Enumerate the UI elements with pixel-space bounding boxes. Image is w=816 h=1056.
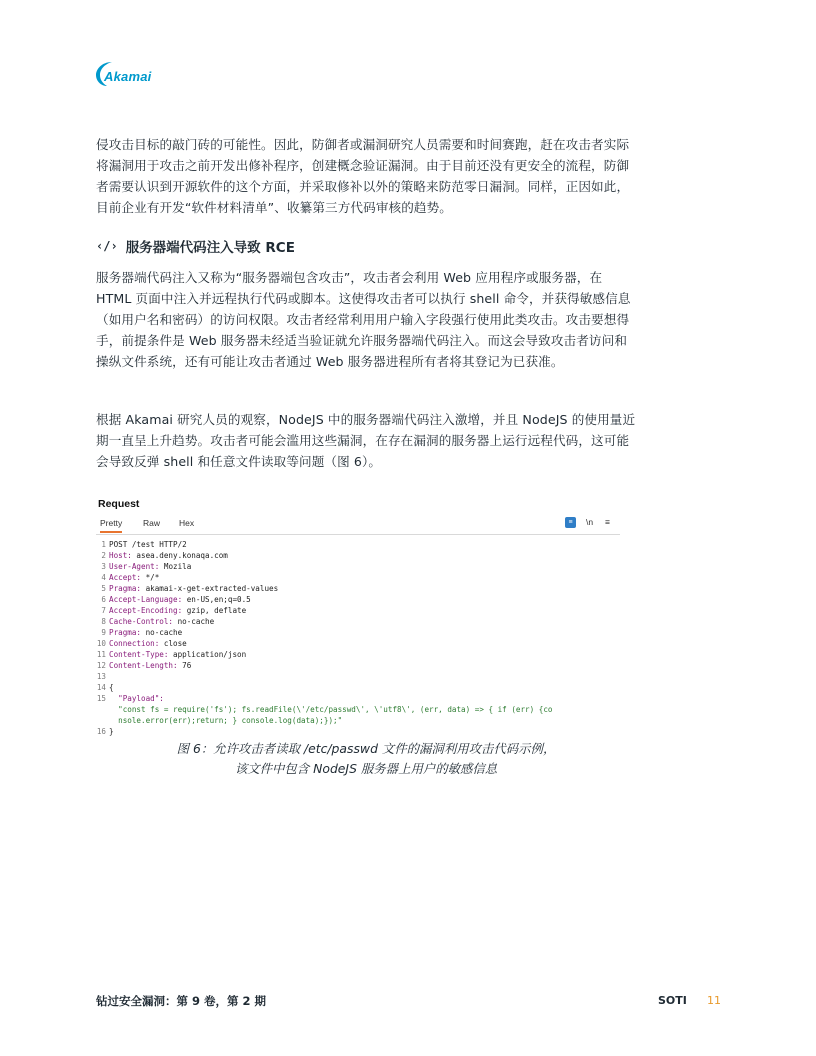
tab-hex[interactable]: Hex: [179, 518, 195, 528]
http-request-figure: [96, 498, 620, 737]
paragraph-1: 侵攻击目标的敲门砖的可能性。因此，防御者或漏洞研究人员需要和时间赛跑，赶在攻击者实际将漏洞用于攻击之前开发出修补程序，创建概念验证漏洞。由于目前还没有更安全的流程，防御者需要认识到开源软件的这个方面，并采取修补以外的策略来防范零日漏洞。同样，正因如此，目前企业有开发“软件材料清单”、收纂第三方代码审核的趋势。: [96, 137, 630, 215]
section-heading-text: 服务器端代码注入导致 RCE: [125, 240, 295, 256]
footer-brand: SOTI: [658, 994, 687, 1007]
code-line: nsole.error(err);return; } console.log(data);});": [109, 716, 343, 725]
code-line: 6 Accept-Language: en-US,en;q=0.5: [101, 595, 251, 604]
code-line: 15 "Payload":: [96, 694, 164, 703]
code-line: 5 Pragma: akamai-x-get-extracted-values: [101, 584, 279, 593]
logo-text: Akamai: [104, 69, 152, 84]
code-line: 16 }: [96, 727, 114, 736]
request-title: Request: [98, 498, 140, 510]
figure-caption-line1: 图 6：允许攻击者读取 /etc/passwd 文件的漏洞利用攻击代码示例，: [176, 741, 556, 756]
code-line: 11 Content-Type: application/json: [96, 650, 247, 659]
pretty-print-icon[interactable]: ≡: [565, 517, 576, 528]
newline-toggle-icon[interactable]: \n: [586, 517, 594, 527]
page-number: 11: [707, 994, 721, 1007]
code-line: 8 Cache-Control: no-cache: [101, 617, 215, 626]
request-tabs: [96, 516, 620, 535]
code-line: "const fs = require('fs'); fs.readFile(\'/etc/passwd\', \'utf8\', (err, data) => { if (err) {co: [109, 705, 553, 714]
figure-caption-line2: 该文件中包含 NodeJS 服务器上用户的敏感信息: [234, 761, 498, 776]
code-icon: ‹/›: [96, 239, 118, 253]
code-line: 10 Connection: close: [96, 639, 187, 648]
code-line: 1 POST /test HTTP/2: [101, 540, 187, 549]
code-line: 3 User-Agent: Mozila: [101, 562, 192, 571]
code-line: 2 Host: asea.deny.konaqa.com: [101, 551, 228, 560]
code-line: 12 Content-Length: 76: [96, 661, 192, 670]
paragraph-2: 服务器端代码注入又称为“服务器端包含攻击”，攻击者会利用 Web 应用程序或服务器，在 HTML 页面中注入并远程执行代码或脚本。这使得攻击者可以执行 shell 命令，并获得敏感信息（如用户名和密码）的访问权限。攻击者经常利用用户输入字段强行使用此类攻击。攻击要想得手，前提条件是 Web 服务器未经适当验证就允许服务器端代码注入。而这会导致攻击者访问和操纵文件系统，还有可能让攻击者通过 Web 服务器进程所有者将其登记为已获准。: [96, 270, 631, 369]
menu-icon[interactable]: ≡: [605, 517, 610, 527]
paragraph-3: 根据 Akamai 研究人员的观察，NodeJS 中的服务器端代码注入激增，并且 NodeJS 的使用量近期一直呈上升趋势。攻击者可能会滥用这些漏洞，在存在漏洞的服务器上运行远程代码，这可能会导致反弹 shell 和任意文件读取等问题（图 6）。: [96, 412, 636, 469]
footer-title: 钻过安全漏洞：第 9 卷，第 2 期: [96, 994, 267, 1008]
code-line: 13: [96, 672, 106, 681]
tab-raw[interactable]: Raw: [143, 518, 161, 528]
code-line: 14 {: [96, 683, 114, 692]
code-line: 4 Accept: */*: [101, 573, 160, 582]
request-code: [96, 539, 620, 737]
tab-pretty[interactable]: Pretty: [100, 518, 122, 533]
code-line: 9 Pragma: no-cache: [101, 628, 183, 637]
code-line: 7 Accept-Encoding: gzip, deflate: [101, 606, 247, 615]
section-heading: [96, 236, 295, 256]
